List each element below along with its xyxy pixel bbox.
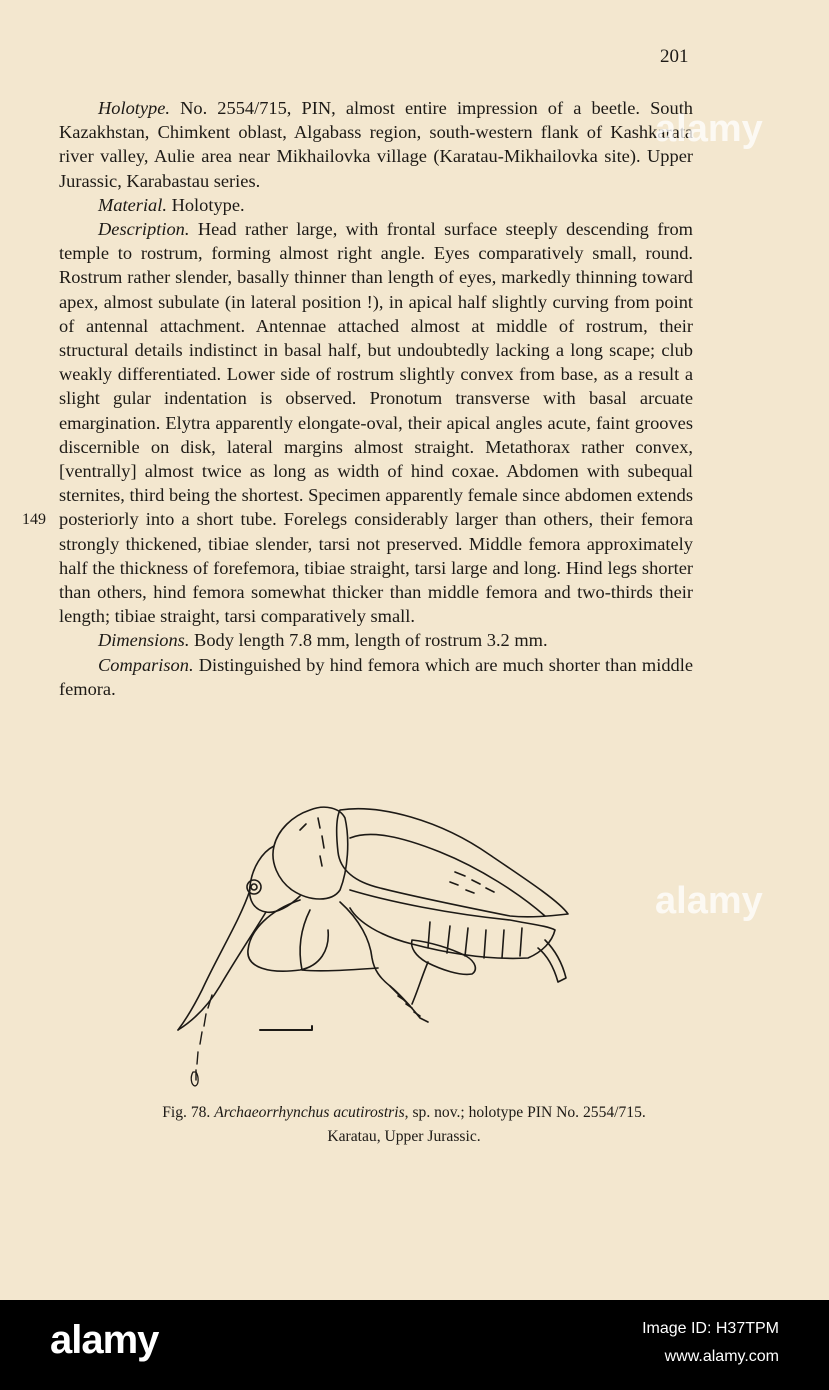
- label-material: Material.: [98, 194, 167, 215]
- caption-line-1: [59, 1101, 749, 1125]
- page-number: 201: [660, 46, 689, 67]
- text-description: Head rather large, with frontal surface steeply descending from temple to rostrum, forming almost right angle. Eyes comparatively small, round. Rostrum rather slender, basally thinner than length of eyes, markedly thinning toward apex, almost subulate (in lateral position !), in apical half slightly curving from point of antennal attachment. Antennae attached almost at middle of rostrum, their structural details indistinct in basal half, but undoubtedly lacking a long scape; club weakly differentiated. Lower side of rostrum slightly convex from base, as a result a slight gular indentation is observed. Pronotum transverse with basal arcuate emargination. Elytra apparently elongate-oval, their apical angles acute, faint grooves discernible on disk, lateral margins almost straight. Metathorax rather convex, [ventrally] almost twice as long as width of hind coxae. Abdomen with subequal sternites, third being the shortest. Specimen apparently female since abdomen extends posteriorly into a short tube. Forelegs considerably larger than others, their femora strongly thickened, tibiae slender, tarsi not preserved. Middle femora approximately half the thickness of forefemora, tibiae straight, tarsi large and long. Hind legs shorter than others, hind femora somewhat thicker than middle femora and two-thirds their length; tibiae straight, tarsi comparatively small.: [59, 219, 693, 627]
- text-comparison: Distinguished by hind femora which are much shorter than middle femora.: [59, 654, 693, 699]
- label-description: Description.: [98, 219, 190, 240]
- caption-suffix: , sp. nov.; holotype PIN No. 2554/715.: [404, 1104, 646, 1121]
- label-dimensions: Dimensions.: [98, 630, 190, 651]
- paragraph-comparison: [59, 653, 693, 701]
- watermark-middle: alamy: [655, 880, 763, 922]
- website-link[interactable]: www.alamy.com: [664, 1348, 779, 1365]
- text-material: Holotype.: [166, 194, 245, 215]
- paragraph-holotype: [59, 96, 693, 193]
- alamy-logo: alamy: [50, 1318, 159, 1362]
- caption-line-2: Karatau, Upper Jurassic.: [327, 1128, 481, 1145]
- watermark-top: alamy: [655, 108, 763, 150]
- caption-species-name: Archaeorrhynchus acutirostris: [214, 1104, 405, 1121]
- text-dimensions: Body length 7.8 mm, length of rostrum 3.2 mm.: [189, 630, 548, 651]
- label-holotype: Holotype.: [98, 98, 171, 118]
- caption-prefix: Fig. 78.: [162, 1104, 215, 1121]
- paragraph-description: [59, 217, 693, 628]
- beetle-line-drawing: [150, 790, 590, 1090]
- figure-caption: [59, 1101, 749, 1149]
- image-id-label: Image ID: H37TPM: [642, 1320, 779, 1337]
- text-holotype: No. 2554/715, PIN, almost entire impression of a beetle. South Kazakhstan, Chimkent oblast, Algabass region, south-western flank of Kashkarata river valley, Aulie area near Mikhailovka village (Karatau-Mikhailovka site). Upper Jurassic, Karabastau series.: [59, 98, 693, 191]
- paragraph-material: [59, 193, 693, 217]
- species-description: [59, 96, 693, 701]
- beetle-drawing-figure: [150, 790, 590, 1090]
- stock-photo-footer: [0, 1300, 829, 1390]
- margin-page-reference: 149: [22, 511, 46, 528]
- label-comparison: Comparison.: [98, 654, 194, 675]
- paragraph-dimensions: [59, 628, 693, 652]
